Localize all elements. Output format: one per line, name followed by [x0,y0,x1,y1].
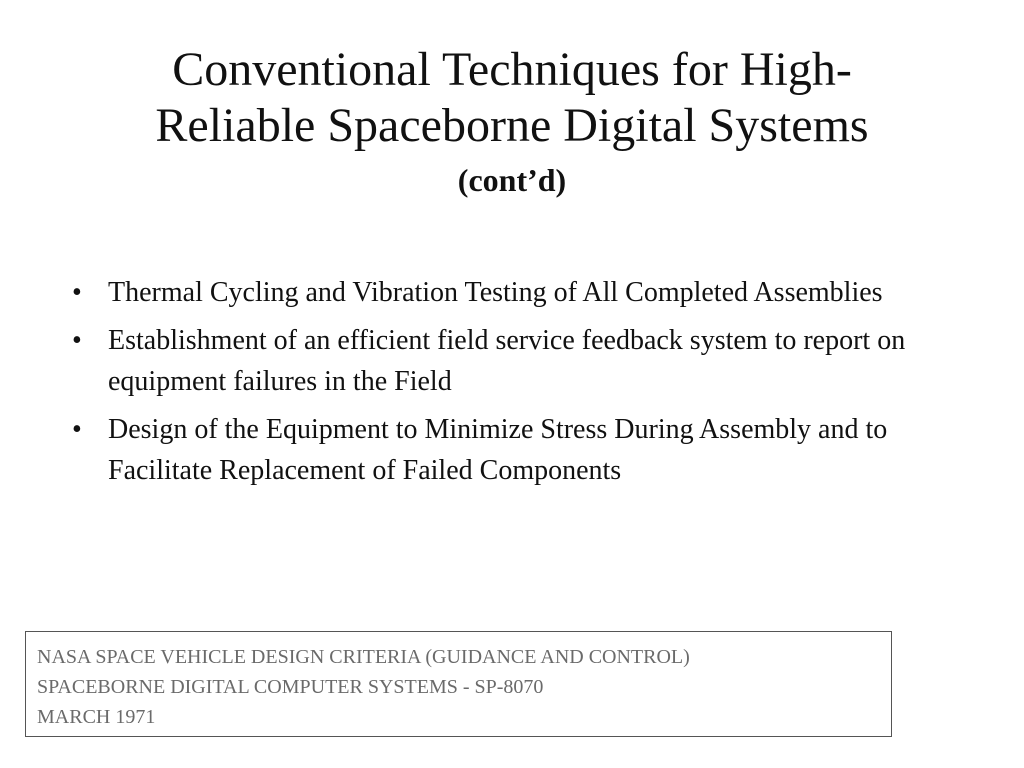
slide-subtitle: (cont’d) [457,162,567,198]
bullet-marker: • [72,277,82,308]
slide-title [40,42,984,200]
citation-box [25,631,892,737]
bullet-text: Design of the Equipment to Minimize Stress During Assembly and to Facilitate Replacement of Failed Components [108,414,888,486]
bullet-marker: • [72,414,82,445]
bullet-item [68,409,968,491]
bullet-list [68,272,968,498]
citation-line-2: SPACEBORNE DIGITAL COMPUTER SYSTEMS - SP-8070 [37,676,544,698]
slide-title-line-2: Reliable Spaceborne Digital Systems [155,99,869,152]
bullet-text: Thermal Cycling and Vibration Testing of All Completed Assemblies [108,277,883,308]
bullet-text: Establishment of an efficient field service feedback system to report on equipment failures in the Field [108,325,906,397]
citation-line-3: MARCH 1971 [37,706,156,728]
bullet-item [68,320,968,402]
bullet-marker: • [72,325,82,356]
bullet-item [68,272,968,313]
citation-line-1: NASA SPACE VEHICLE DESIGN CRITERIA (GUIDANCE AND CONTROL) [37,646,690,668]
slide-title-line-1: Conventional Techniques for High- [172,43,852,96]
